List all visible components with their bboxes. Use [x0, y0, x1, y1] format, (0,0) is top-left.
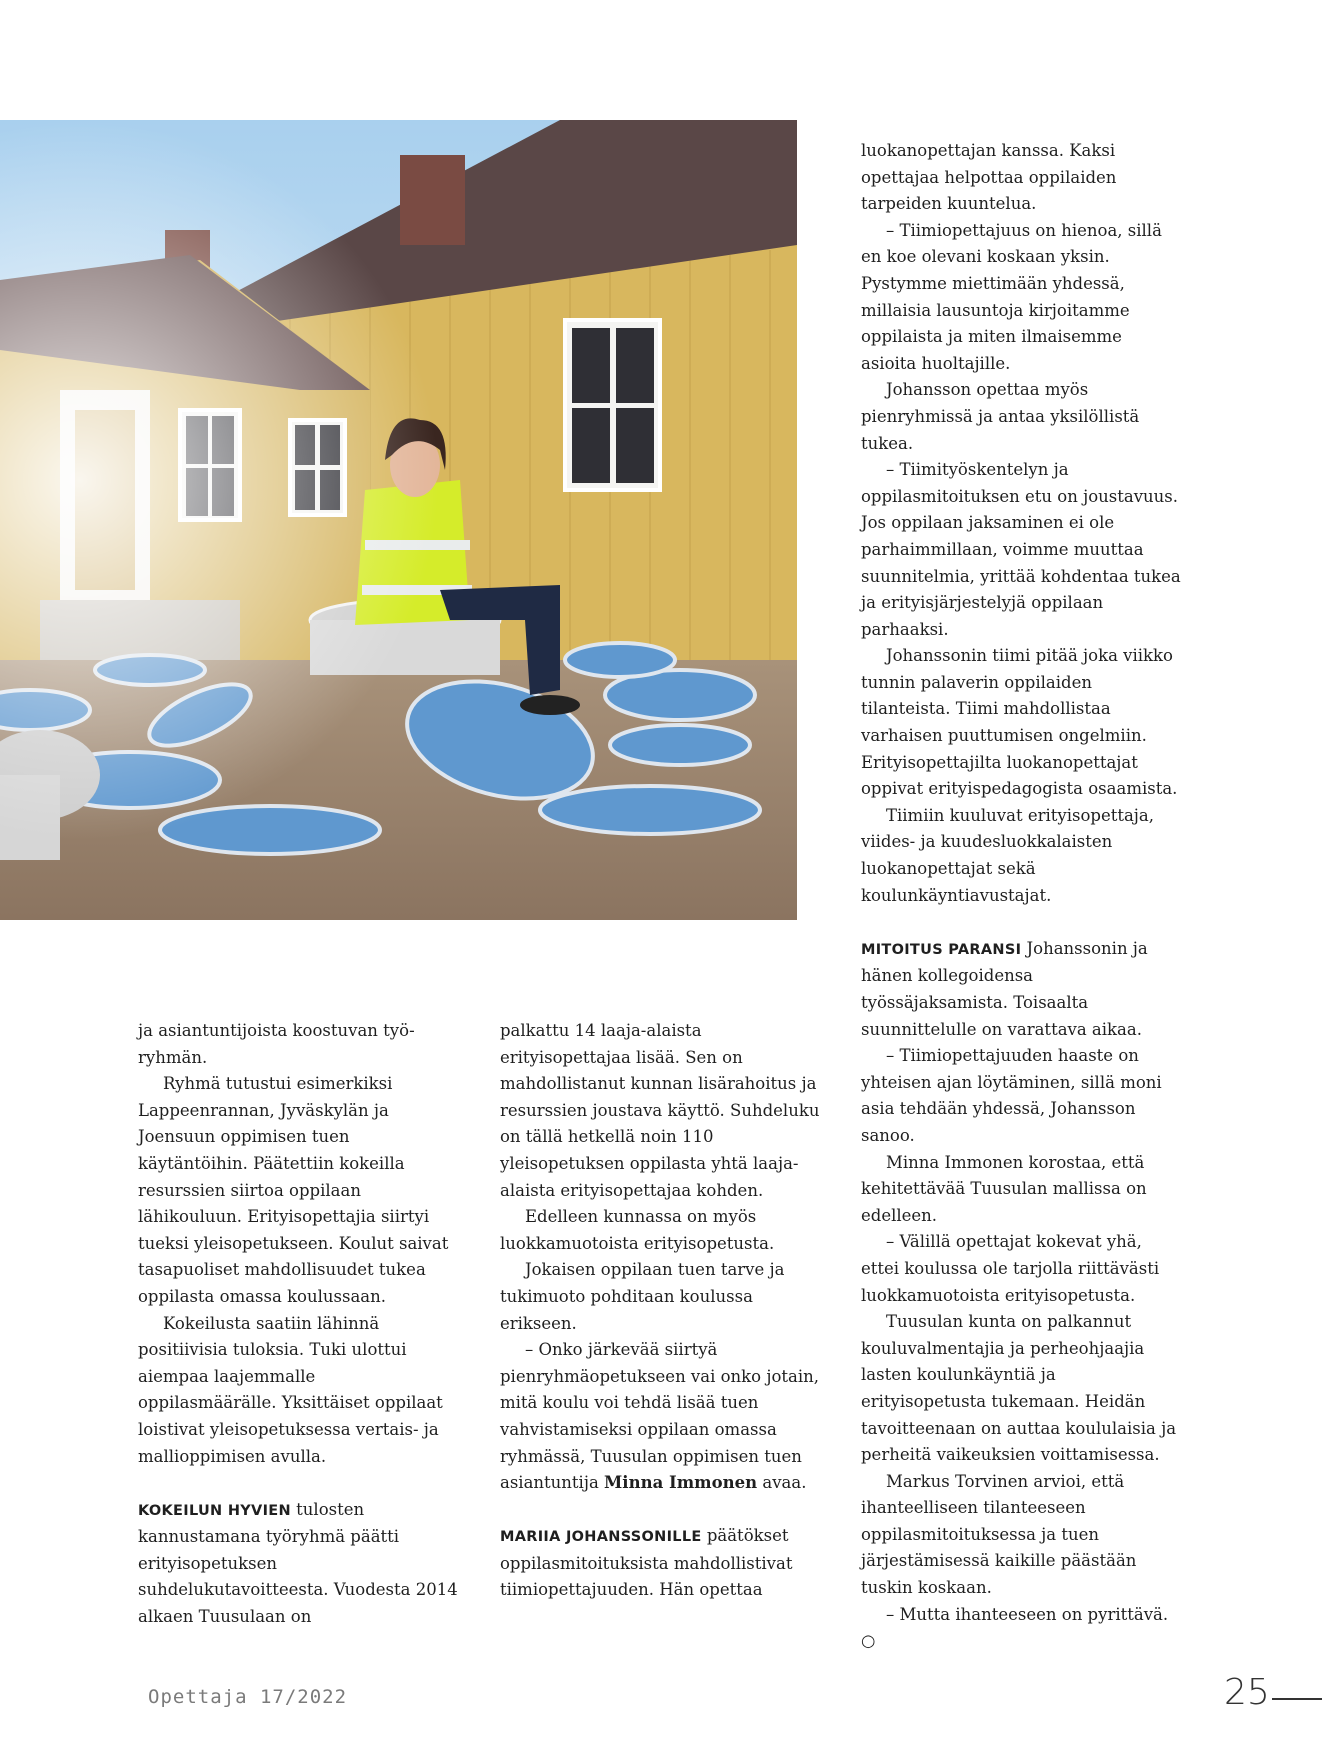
paragraph: Tuusulan kunta on palkannut kouluvalmentajia ja perheohjaajia lasten koulunkäyntiä ja erityisopetusta tukemaan. Heidän tavoitteenaan on auttaa koululaisia ja perheitä vaikeuksien voittamisessa. [861, 1312, 1177, 1465]
photo-schoolyard-teacher-image [0, 120, 797, 920]
paragraph: Tiimiin kuuluvat erityisopettaja, viides- ja kuudesluokkalaisten luokanopettajat sekä koulunkäyntiavustajat. [861, 805, 1155, 905]
paragraph: Minna Immonen korostaa, että kehitettävää Tuusulan mallissa on edelleen. [861, 1152, 1147, 1225]
paragraph: luokanopettajan kanssa. Kaksi opettajaa helpottaa oppilaiden tarpeiden kuuntelua. [861, 141, 1117, 214]
paragraph: Ryhmä tutustui esimerkiksi Lappeenrannan, Jyväskylän ja Joensuun oppimisen tuen käytäntöihin. Päätettiin kokeilla resurssien siirtoa oppilaan lähikouluun. Erityisopettajia siirtyi tueksi yleisopetukseen. Koulut saivat tasapuoliset mahdollisuudet tukea oppilasta omassa koulussaan. [138, 1074, 449, 1306]
paragraph-text: avaa. [757, 1473, 807, 1493]
paragraph-text: Johanssonin ja hänen kollegoidensa työssäjaksamista. Toisaalta suunnittelulle on varattava aikaa. [861, 938, 1148, 1039]
page-number-rule [1272, 1698, 1322, 1700]
page-number: 25 [1224, 1672, 1270, 1713]
article-column-3 [861, 138, 1181, 1655]
quote-paragraph: – Tiimityöskentelyn ja oppilasmitoituksen etu on joustavuus. Jos oppilaan jaksaminen ei ole parhaimmillaan, voimme muuttaa suunnitelmia, yrittää kohdentaa tukea ja erityisjärjestelyjä oppilaan parhaaksi. [861, 460, 1181, 639]
magazine-issue-label: Opettaja 17/2022 [148, 1686, 348, 1708]
paragraph: Johanssonin tiimi pitää joka viikko tunnin palaverin oppilaiden tilanteista. Tiimi mahdollistaa varhaisen puuttumisen ongelmiin. Erityisopettajilta luokanopettajat oppivat erityispedagogista osaamista. [861, 646, 1178, 799]
paragraph-text: – Onko järkevää siirtyä pienryhmäopetukseen vai onko jotain, mitä koulu voi tehdä lisää tuen vahvistamiseksi oppilaan omassa ryhmässä, Tuusulan oppimisen tuen asiantuntija [500, 1340, 820, 1493]
quote-paragraph: – Tiimiopettajuuden haaste on yhteisen ajan löytäminen, sillä moni asia tehdään yhdessä, Johansson sanoo. [861, 1046, 1162, 1145]
paragraph: Johansson opettaa myös pienryhmissä ja antaa yksilöllistä tukea. [861, 380, 1140, 453]
paragraph: palkattu 14 laaja-alaista erityisopettajaa lisää. Sen on mahdollistanut kunnan lisärahoitus ja resurssien joustava käyttö. Suhdeluku on tällä hetkellä noin 110 yleisopetuksen oppilasta yhtä laaja-alaista erityisopettajaa kohden. [500, 1021, 820, 1200]
expert-name: Minna Immonen [604, 1473, 758, 1493]
paragraph-text: päätökset oppilasmitoituksista mahdollistivat tiimiopettajuuden. Hän opettaa [500, 1526, 793, 1600]
paragraph: Jokaisen oppilaan tuen tarve ja tukimuoto pohditaan koulussa erikseen. [500, 1260, 785, 1333]
article-column-1 [138, 1018, 458, 1631]
paragraph-text: tulosten kannustamana työryhmä päätti erityisopetuksen suhdelukutavoitteesta. Vuodesta 2014 alkaen Tuusulaan on [138, 1499, 458, 1627]
closing-paragraph: – Mutta ihanteeseen on pyrittävä. ○ [861, 1604, 1169, 1651]
quote-paragraph [500, 1337, 820, 1497]
paragraph-with-lead [500, 1523, 820, 1604]
paragraph: Kokeilusta saatiin lähinnä positiivisia tuloksia. Tuki ulottui aiempaa laajemmalle oppilasmäärälle. Yksittäiset oppilaat loistivat yleisopetuksessa vertais- ja mallioppimisen avulla. [138, 1313, 443, 1466]
paragraph-with-lead [138, 1497, 458, 1631]
section-lead: KOKEILUN HYVIEN [138, 1502, 291, 1519]
paragraph: Edelleen kunnassa on myös luokkamuotoista erityisopetusta. [500, 1207, 775, 1253]
paragraph-with-lead [861, 936, 1181, 1043]
quote-paragraph: – Tiimiopettajuus on hienoa, sillä en koe olevani koskaan yksin. Pystymme miettimään yhdessä, millaisia lausuntoja kirjoitamme oppilaista ja miten ilmaisemme asioita huoltajille. [861, 220, 1162, 373]
section-lead: MITOITUS PARANSI [861, 941, 1022, 958]
paragraph: Markus Torvinen arvioi, että ihanteelliseen tilanteeseen oppilasmitoituksessa ja tuen järjestämisessä kaikille päästään tuskin koskaan. [861, 1471, 1137, 1598]
section-lead: MARIIA JOHANSSONILLE [500, 1529, 702, 1546]
quote-paragraph: – Välillä opettajat kokevat yhä, ettei koulussa ole tarjolla riittävästi luokkamuotoista erityisopetusta. [861, 1232, 1160, 1305]
paragraph: ja asiantuntijoista koostuvan työryhmän. [138, 1021, 415, 1067]
article-photo [0, 120, 797, 920]
article-column-2 [500, 1018, 820, 1604]
